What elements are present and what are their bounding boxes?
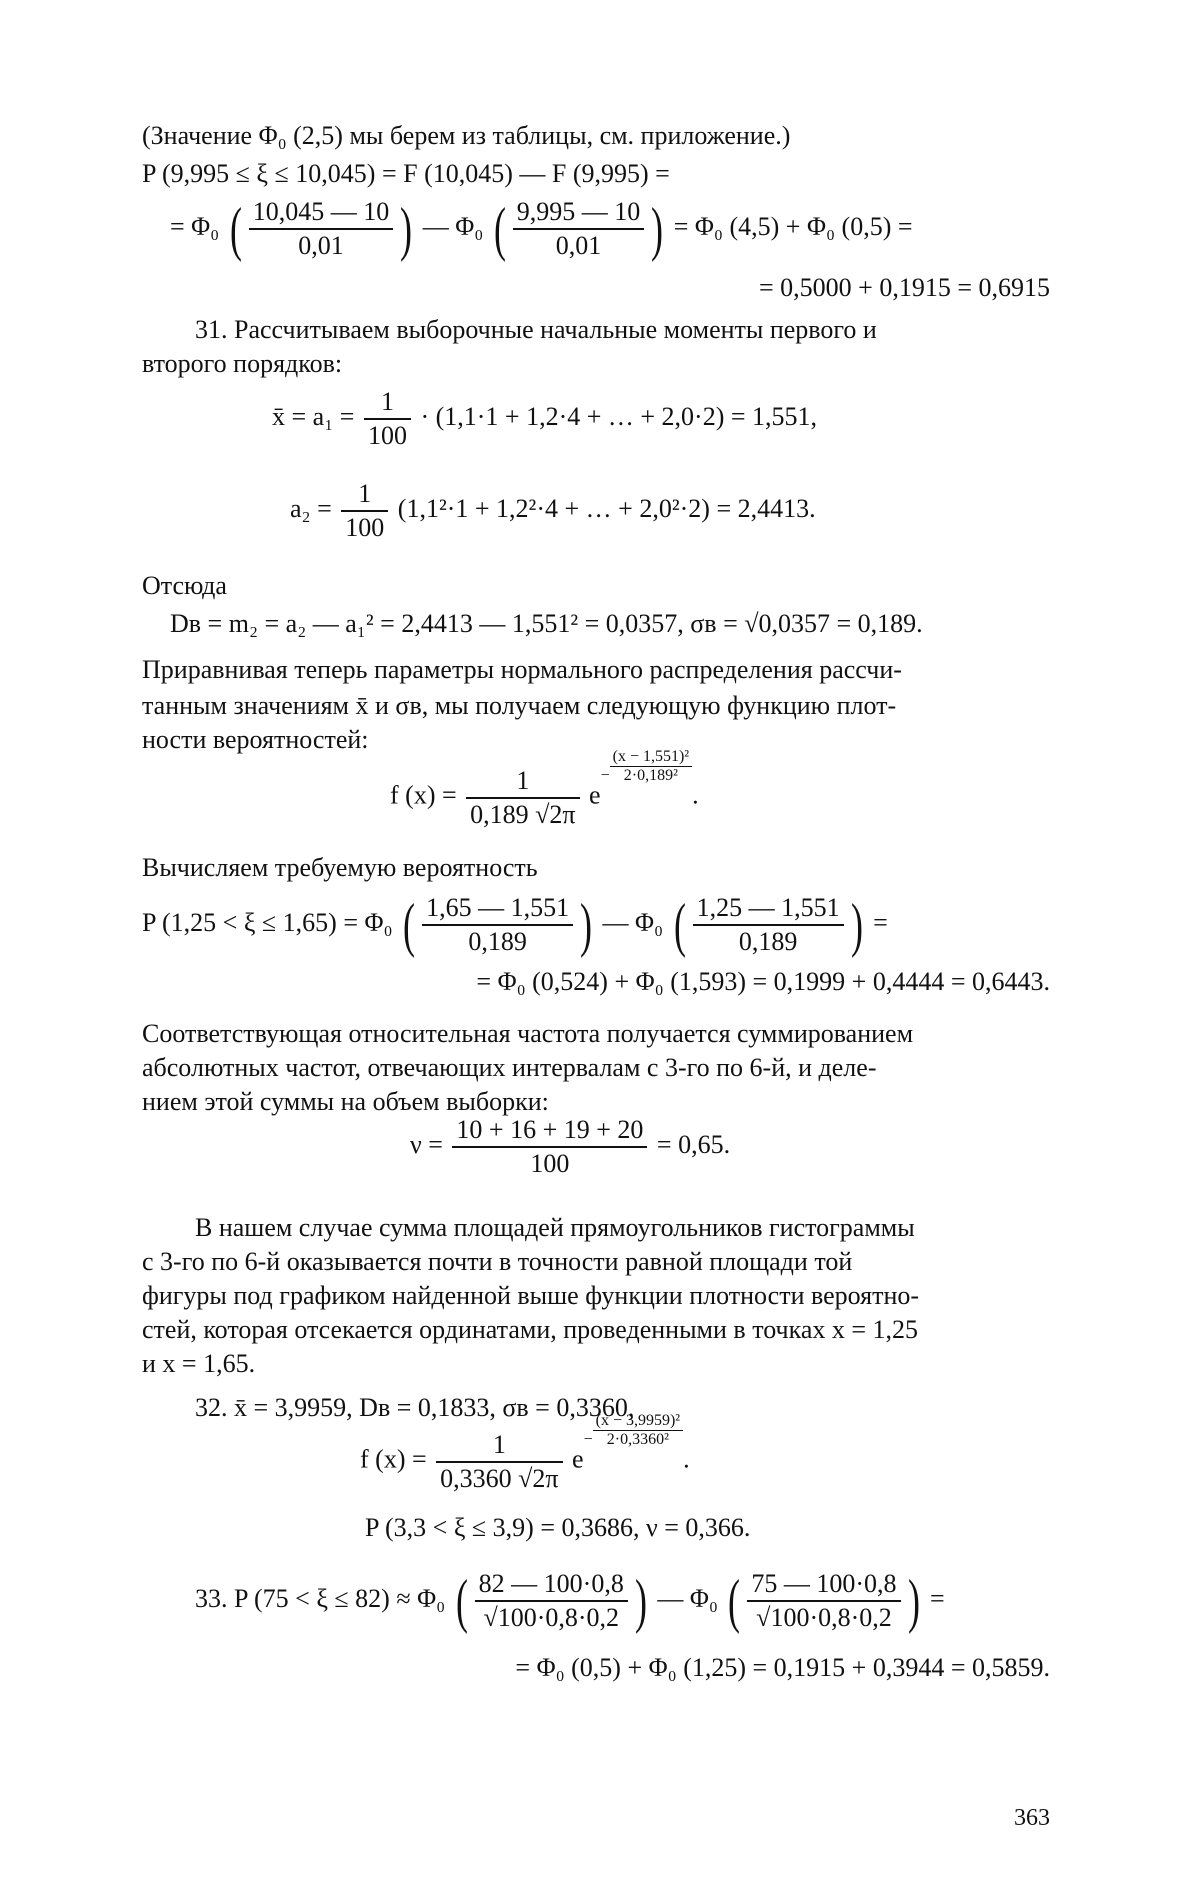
eq-part: = 0,65. xyxy=(656,1129,731,1159)
text-line: Приравнивая теперь параметры нормального распределения рассчи- xyxy=(142,655,902,684)
eq-part: f (x) = xyxy=(360,1444,427,1474)
equation-line: 32. x̄ = 3,9959, Dв = 0,1833, σв = 0,3360, xyxy=(195,1393,635,1422)
text-line: В нашем случае сумма площадей прямоугольников гистограммы xyxy=(195,1213,915,1242)
numerator: 75 — 100·0,8 xyxy=(747,1568,900,1602)
denominator: √100·0,8·0,2 xyxy=(483,1603,620,1632)
numerator: 1,65 — 1,551 xyxy=(422,892,573,926)
paren-left: ( xyxy=(455,1568,468,1634)
numerator: 1 xyxy=(341,478,388,512)
text-line: второго порядков: xyxy=(142,349,343,378)
fraction xyxy=(513,196,645,262)
paren-left: ( xyxy=(493,196,506,262)
numerator: 10 + 16 + 19 + 20 xyxy=(452,1114,647,1148)
equation-line: = Φ₀ (0,524) + Φ₀ (1,593) = 0,1999 + 0,4444 = 0,6443. xyxy=(476,967,1050,996)
exp-denominator: 2·0,189² xyxy=(623,767,678,784)
paren-left: ( xyxy=(728,1568,741,1634)
denominator: 0,3360 √2π xyxy=(440,1463,559,1493)
exp-base: e xyxy=(589,780,601,810)
denominator: 0,189 xyxy=(738,927,798,956)
eq-part: P (1,25 < ξ ≤ 1,65) = Φ₀ xyxy=(142,907,393,937)
eq-part: (1,1²·1 + 1,2²·4 + … + 2,0²·2) = 2,4413. xyxy=(397,493,816,523)
text-line: и x = 1,65. xyxy=(142,1349,256,1378)
equation-fraction-line xyxy=(170,196,913,262)
eq-part: = Φ₀ xyxy=(170,211,220,241)
exponent: − $\frac{\text{(x − 1,551)²}}{\text{2·0,189²}}$ xyxy=(601,748,693,785)
numerator: 1,25 — 1,551 xyxy=(693,892,844,926)
text-line: абсолютных частот, отвечающих интервалам с 3-го по 6-й, и деле- xyxy=(142,1053,877,1082)
eq-part: x̄ = a₁ = xyxy=(272,401,355,431)
eq-part: — Φ₀ xyxy=(602,907,664,937)
fraction xyxy=(422,892,573,958)
fraction xyxy=(364,386,411,452)
eq-part: — Φ₀ xyxy=(422,211,484,241)
fraction xyxy=(436,1429,562,1495)
numerator: 10,045 — 10 xyxy=(249,196,394,230)
numerator: 1 xyxy=(466,765,579,799)
numerator: 82 — 100·0,8 xyxy=(475,1568,628,1602)
text-line: Соответствующая относительная частота получается суммированием xyxy=(142,1019,914,1048)
eq-part: 33. P (75 < ξ ≤ 82) ≈ Φ₀ xyxy=(195,1583,446,1613)
text-line: (Значение Φ₀ (2,5) мы берем из таблицы, см. приложение.) xyxy=(142,121,791,150)
equation-variance: Dв = m₂ = a₂ — a₁² = 2,4413 — 1,551² = 0,0357, σв = √0,0357 = 0,189. xyxy=(170,609,923,638)
equation-density-2: f (x) = $\frac{1}{0,3360 √2\pi}$ e− $\frac{\text{(x − 3,9959)²}}{\text{2·0,3360²}}$ . xyxy=(360,1412,690,1493)
denominator: 0,189 xyxy=(468,927,527,956)
eq-part: ν = xyxy=(410,1129,443,1159)
exp-denominator: 2·0,3360² xyxy=(606,1431,669,1448)
paren-right: ) xyxy=(651,196,664,262)
equation-probability xyxy=(142,892,888,958)
numerator: 1 xyxy=(364,386,411,420)
numerator: 1 xyxy=(436,1429,562,1463)
text-line: 31. Рассчитываем выборочные начальные моменты первого и xyxy=(195,315,877,344)
fraction xyxy=(747,1568,900,1634)
equation-line: = Φ₀ (0,5) + Φ₀ (1,25) = 0,1915 + 0,3944 = 0,5859. xyxy=(515,1653,1050,1682)
eq-part: · (1,1·1 + 1,2·4 + … + 2,0·2) = 1,551, xyxy=(420,401,818,431)
paren-right: ) xyxy=(907,1568,920,1634)
numerator: 9,995 — 10 xyxy=(513,196,645,230)
paren-right: ) xyxy=(580,892,593,958)
exponent: − $\frac{\text{(x − 3,9959)²}}{\text{2·0,3360²}}$ xyxy=(584,1412,684,1449)
fraction xyxy=(452,1114,647,1180)
fraction xyxy=(341,478,388,544)
text-line: Вычисляем требуемую вероятность xyxy=(142,853,538,882)
denominator: 100 xyxy=(345,513,385,542)
text-line: нием этой суммы на объем выборки: xyxy=(142,1087,549,1116)
exp-numerator: (x − 1,551)² xyxy=(610,748,692,767)
eq-part: = xyxy=(873,907,888,937)
fraction xyxy=(466,765,579,831)
paren-left: ( xyxy=(673,892,686,958)
denominator: √100·0,8·0,2 xyxy=(756,1603,892,1632)
denominator: 0,01 xyxy=(298,231,344,260)
eq-part: a₂ = xyxy=(290,493,332,523)
equation-a2 xyxy=(290,478,816,544)
equation-line: P (9,995 ≤ ξ ≤ 10,045) = F (10,045) — F (9,995) = xyxy=(142,159,670,188)
eq-part: = xyxy=(930,1583,945,1613)
denominator: 100 xyxy=(530,1149,570,1178)
fraction xyxy=(693,892,844,958)
fraction xyxy=(249,196,394,262)
text-line: танным значениям x̄ и σв, мы получаем следующую функцию плот- xyxy=(142,691,897,720)
denominator: 0,189 √2π xyxy=(470,799,576,829)
equation-mean xyxy=(272,386,817,452)
eq-part: f (x) = xyxy=(390,780,457,810)
equation-line: P (3,3 < ξ ≤ 3,9) = 0,3686, ν = 0,366. xyxy=(365,1513,751,1542)
equation-frequency xyxy=(410,1114,730,1180)
fraction xyxy=(475,1568,628,1634)
paren-left: ( xyxy=(403,892,416,958)
text-line: ности вероятностей: xyxy=(142,725,369,754)
denominator: 100 xyxy=(367,421,407,450)
page-number: 363 xyxy=(1014,1805,1050,1831)
text-line: с 3-го по 6-й оказывается почти в точности равной площади той xyxy=(142,1247,853,1276)
denominator: 0,01 xyxy=(555,231,602,260)
paren-right: ) xyxy=(634,1568,647,1634)
paren-right: ) xyxy=(850,892,863,958)
exp-base: e xyxy=(572,1444,584,1474)
paren-left: ( xyxy=(229,196,242,262)
eq-part: = Φ₀ (4,5) + Φ₀ (0,5) = xyxy=(673,211,913,241)
exp-numerator: (x − 3,9959)² xyxy=(593,1412,683,1431)
text-line: стей, которая отсекается ординатами, проведенными в точках x = 1,25 xyxy=(142,1315,919,1344)
equation-line: = 0,5000 + 0,1915 = 0,6915 xyxy=(759,273,1050,302)
text-line: фигуры под графиком найденной выше функции плотности вероятно- xyxy=(142,1281,920,1310)
text-line: Отсюда xyxy=(142,571,227,600)
paren-right: ) xyxy=(400,196,413,262)
equation-density-1: f (x) = $\frac{1}{0,189 √2\pi}$ e− $\frac{\text{(x − 1,551)²}}{\text{2·0,189²}}$ . xyxy=(390,748,699,829)
equation-binomial xyxy=(195,1568,945,1634)
eq-part: — Φ₀ xyxy=(657,1583,718,1613)
